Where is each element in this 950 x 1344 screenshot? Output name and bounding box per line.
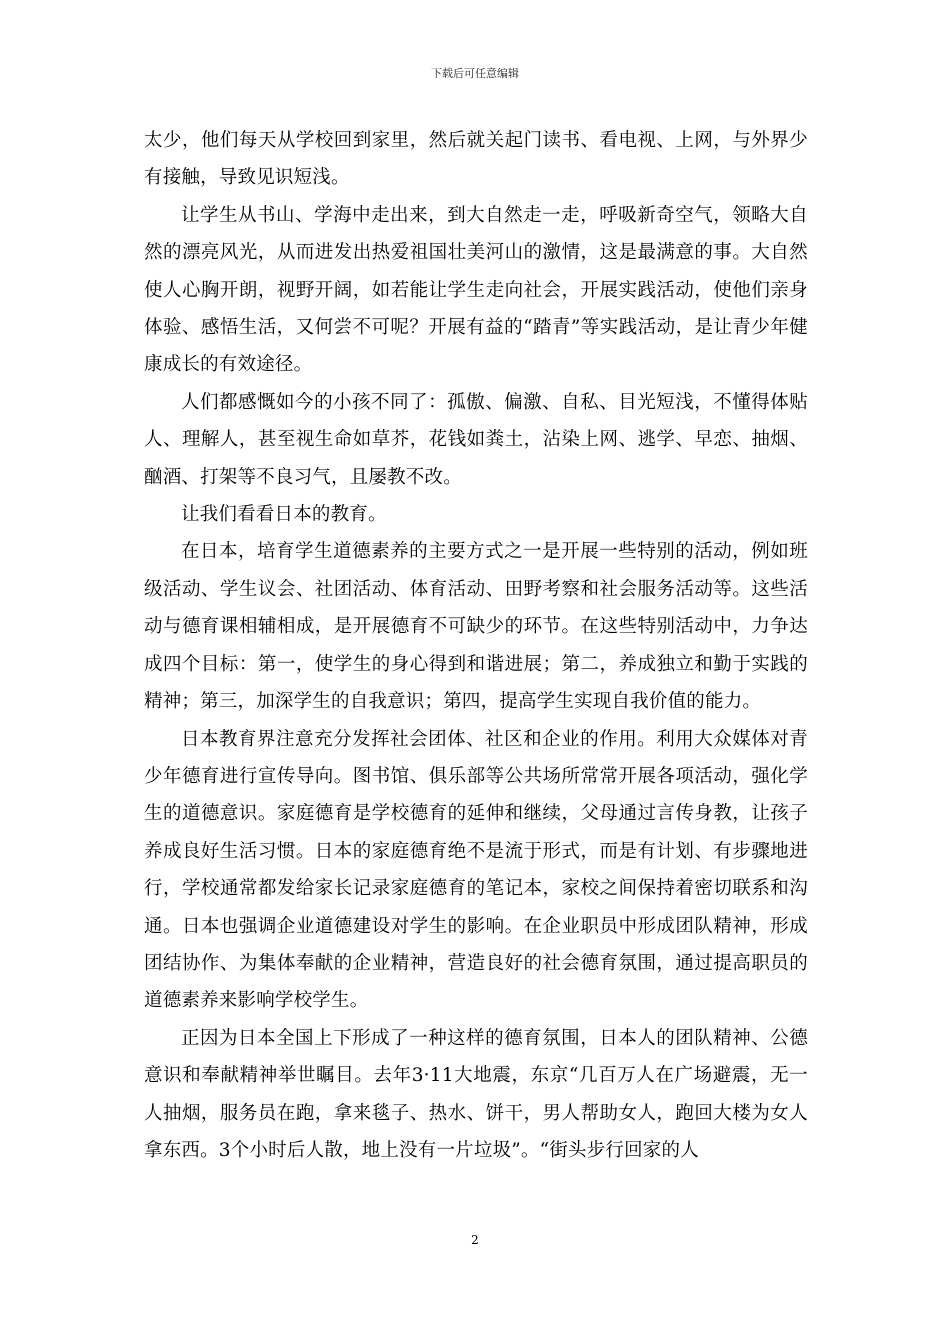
paragraph: 人们都感慨如今的小孩不同了：孤傲、偏激、自私、目光短浅，不懂得体贴人、理解人，甚至视生命如草芥，花钱如粪土，沾染上网、逃学、早恋、抽烟、酗酒、打架等不良习气，且屡教不改。 xyxy=(144,391,808,488)
page-number: 2 xyxy=(471,1233,479,1247)
document-body xyxy=(144,122,808,1169)
paragraph: 让我们看看日本的教育。 xyxy=(181,504,387,526)
paragraph-continuation: 太少，他们每天从学校回到家里，然后就关起门读书、看电视、上网，与外界少有接触，导致见识短浅。 xyxy=(144,130,808,189)
paragraph: 在日本，培育学生道德素养的主要方式之一是开展一些特别的活动，例如班级活动、学生议会、社团活动、体育活动、田野考察和社会服务活动等。这些活动与德育课相辅相成，是开展德育不可缺少的环节。在这些特别活动中，力争达成四个目标：第一，使学生的身心得到和谐进展；第二，养成独立和勤于实践的精神；第三，加深学生的自我意识；第四，提高学生实现自我价值的能力。 xyxy=(144,541,808,713)
page-header: 下载后可任意编辑 xyxy=(431,67,519,80)
paragraph: 日本教育界注意充分发挥社会团体、社区和企业的作用。利用大众媒体对青少年德育进行宣传导向。图书馆、俱乐部等公共场所常常开展各项活动，强化学生的道德意识。家庭德育是学校德育的延伸和继续，父母通过言传身教，让孩子养成良好生活习惯。日本的家庭德育绝不是流于形式，而是有计划、有步骤地进行，学校通常都发给家长记录家庭德育的笔记本，家校之间保持着密切联系和沟通。日本也强调企业道德建设对学生的影响。在企业职员中形成团队精神，形成团结协作、为集体奉献的企业精神，营造良好的社会德育氛围，通过提高职员的道德素养来影响学校学生。 xyxy=(144,728,808,1012)
paragraph: 正因为日本全国上下形成了一种这样的德育氛围，日本人的团队精神、公德意识和奉献精神举世瞩目。去年3·11大地震，东京“几百万人在广场避震，无一人抽烟，服务员在跑，拿来毯子、热水、饼干，男人帮助女人，跑回大楼为女人拿东西。3个小时后人散，地上没有一片垃圾”。“街头步行回家的人 xyxy=(144,1027,808,1161)
paragraph: 让学生从书山、学海中走出来，到大自然走一走，呼吸新奇空气，领略大自然的漂亮风光，从而进发出热爱祖国壮美河山的激情，这是最满意的事。大自然使人心胸开朗，视野开阔，如若能让学生走向社会，开展实践活动，使他们亲身体验、感悟生活，又何尝不可呢？开展有益的“踏青”等实践活动，是让青少年健康成长的有效途径。 xyxy=(144,204,808,376)
